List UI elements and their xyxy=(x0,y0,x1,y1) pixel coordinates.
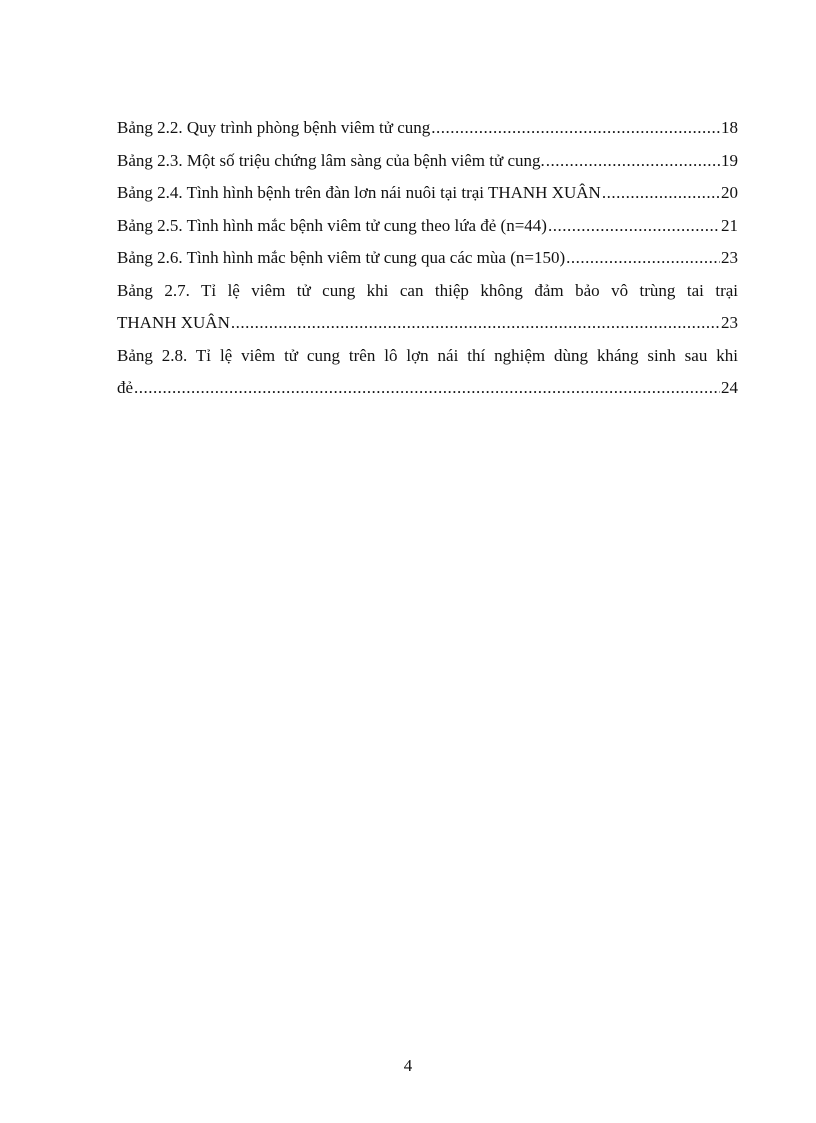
dot-leader xyxy=(431,112,720,145)
toc-entry-row xyxy=(117,210,738,243)
table-of-tables xyxy=(117,112,738,405)
toc-entry-label: Bảng 2.2. Quy trình phòng bệnh viêm tử cung xyxy=(117,118,431,137)
toc-entry[interactable] xyxy=(117,242,738,275)
toc-entry[interactable] xyxy=(117,275,738,340)
toc-entry-page: 24 xyxy=(721,378,738,397)
toc-entry-label: Bảng 2.6. Tình hình mắc bệnh viêm tử cung qua các mùa (n=150) xyxy=(117,248,566,267)
dot-leader xyxy=(231,307,720,340)
toc-entry[interactable] xyxy=(117,145,738,178)
toc-entry-label-line1: Bảng 2.7. Tỉ lệ viêm tử cung khi can thiệp không đảm bảo vô trùng tai trại xyxy=(117,280,738,300)
toc-entry-label: Bảng 2.3. Một số triệu chứng lâm sàng của bệnh viêm tử cung. xyxy=(117,150,545,170)
toc-entry[interactable] xyxy=(117,177,738,210)
toc-entry-page: 18 xyxy=(721,118,738,137)
toc-entry-row xyxy=(117,112,738,145)
toc-entry-label: Bảng 2.4. Tình hình bệnh trên đàn lơn nái nuôi tại trại THANH XUÂN xyxy=(117,183,601,202)
dot-leader xyxy=(546,145,720,178)
dot-leader xyxy=(134,372,720,405)
toc-entry-label-line1: Bảng 2.8. Tỉ lệ viêm tử cung trên lô lợn nái thí nghiệm dùng kháng sinh sau khi xyxy=(117,345,738,365)
page-number: 4 xyxy=(403,1056,413,1075)
toc-entry-row xyxy=(117,372,738,405)
toc-entry[interactable] xyxy=(117,340,738,405)
toc-entry[interactable] xyxy=(117,210,738,243)
dot-leader xyxy=(566,242,720,275)
toc-entry-label-line2: đẻ xyxy=(117,378,134,397)
toc-entry-label: Bảng 2.5. Tình hình mắc bệnh viêm tử cung theo lứa đẻ (n=44) xyxy=(117,215,547,235)
toc-entry-page: 21 xyxy=(721,215,738,235)
dot-leader xyxy=(602,177,720,210)
toc-entry-page: 20 xyxy=(721,183,738,202)
toc-entry-label-line2: THANH XUÂN xyxy=(117,313,230,332)
dot-leader xyxy=(548,210,720,243)
toc-entry-row xyxy=(117,177,738,210)
toc-entry-page: 19 xyxy=(721,150,738,170)
toc-entry-page: 23 xyxy=(721,248,738,267)
toc-entry-page: 23 xyxy=(721,313,738,332)
toc-entry-row xyxy=(117,145,738,178)
toc-entry[interactable] xyxy=(117,112,738,145)
toc-entry-row xyxy=(117,307,738,340)
toc-entry-row xyxy=(117,242,738,275)
